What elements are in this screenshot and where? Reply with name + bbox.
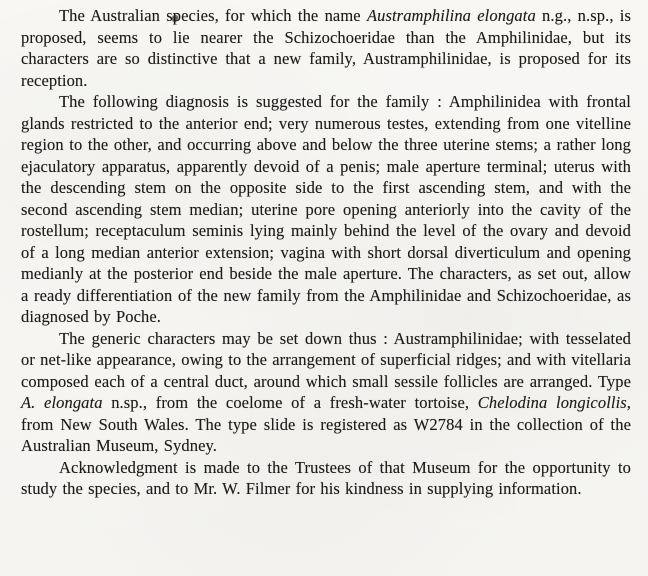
text-block [21, 5, 631, 500]
text-segment: Acknowledgment is made to the Trustees of that Museum for the opportunity to study the species, and to Mr. W. Filmer for his kindness in supplying information. [21, 457, 631, 498]
text-segment: n.g., n.sp., is proposed, seems to lie nearer the Schizochoeridae than the Amphilinidae, but its characters are so distinctive that a new family, Austramphilinidae, is proposed for its reception. [21, 6, 631, 90]
text-segment: The generic characters may be set down thus : Austramphilinidae; with tesselated or net-like appearance, owing to the arrangement of superficial ridges; and with vitellaria composed each of a central duct, around which small sessile follicles are arranged. Type [21, 328, 631, 391]
text-segment: , from New South Wales. The type slide is registered as W2784 in the collection of the Australian Museum, Sydney. [21, 393, 632, 455]
text-segment: The Australian species, for which the name [59, 6, 367, 25]
species-name-italic: Chelodina longicollis [477, 393, 627, 412]
species-name-italic: A. elongata [21, 393, 103, 412]
text-segment: The following diagnosis is suggested for the family : Amphilinidea with frontal glands restricted to the anterior end; very numerous testes, extending from one vitelline region to the other, and occurring above and below the three uterine stems; a rather long ejaculatory apparatus, apparently devoid of a penis; male aperture terminal; uterus with the descending stem on the opposite side to the first ascending stem, and with the second ascending stem median; uterine pore opening anteriorly into the cavity of the rostellum; receptaculum seminis lying mainly behind the level of the ovary and devoid of a long median anterior extension; vagina with short dorsal diverticulum and opening medianly at the posterior end beside the male aperture. The characters, as set out, allow a ready differentiation of the new family from the Amphilinidae and Schizochoeridae, as diagnosed by Poche. [21, 92, 631, 326]
paragraph-4 [21, 457, 631, 500]
paragraph-3 [21, 328, 631, 457]
text-segment: n.sp., from the coelome of a fresh-water tortoise, [102, 393, 478, 412]
paragraph-1 [21, 5, 631, 91]
species-name-italic: Austramphilina elongata [366, 6, 536, 25]
paragraph-2 [21, 91, 631, 328]
